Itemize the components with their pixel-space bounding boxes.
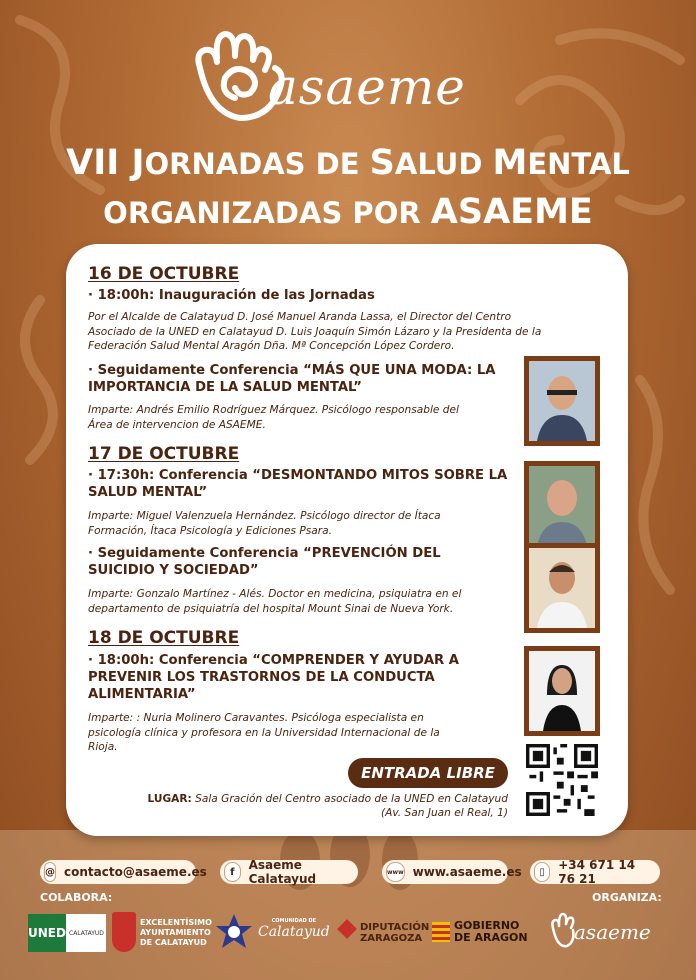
day3-date: 18 DE OCTUBRE (88, 628, 240, 648)
speaker-photo-gonzalo (524, 543, 600, 633)
phone-contact[interactable]: ▯ +34 671 14 76 21 (530, 860, 660, 884)
phone-icon: ▯ (534, 862, 550, 882)
page-title-line2: ORGANIZADAS POR ASAEME (103, 192, 593, 232)
diputacion-logo: DIPUTACIÓN ZARAGOZA (360, 922, 430, 944)
speaker-photo-andres (524, 356, 600, 446)
uned-logo: UNED CALATAYUD (28, 914, 106, 952)
qr-code-icon[interactable] (526, 744, 598, 816)
day3-event1-title: · 18:00h: Conferencia “COMPRENDER Y AYUDAR A PREVENIR LOS TRASTORNOS DE LA CONDUCTA ALIMENTARIA” (88, 653, 459, 702)
day2-date: 17 DE OCTUBRE (88, 444, 240, 464)
calatayud-coat-of-arms-icon (112, 912, 136, 952)
email-icon: @ (44, 862, 56, 882)
comarca-logo: COMUNIDAD DE Calatayud (258, 918, 330, 940)
venue-info: LUGAR: Sala Gración del Centro asociado de la UNED en Calatayud (Av. San Juan el Real, 1) (147, 793, 508, 819)
organiza-label: ORGANIZA: (592, 891, 662, 904)
day2-event1-title: · 17:30h: Conferencia “DESMONTANDO MITOS SOBRE LA SALUD MENTAL” (88, 468, 508, 500)
entrada-libre-badge: ENTRADA LIBRE (348, 758, 508, 788)
asaeme-logo-text: asaeme (268, 58, 466, 116)
email-contact[interactable]: @ contacto@asaeme.es (40, 860, 196, 884)
page-title-line1: VII JORNADAS DE SALUD MENTAL (66, 143, 630, 183)
day1-event1-title: · 18:00h: Inauguración de las Jornadas (88, 288, 375, 303)
facebook-icon: f (224, 862, 241, 882)
star-emblem-icon (214, 912, 254, 952)
speaker-photo-nuria (524, 646, 600, 736)
speaker-photo-miguel (524, 461, 600, 551)
aragon-flag-icon (432, 922, 450, 942)
gobierno-aragon-logo: GOBIERNO DE ARAGON (454, 919, 528, 944)
ayuntamiento-logo-text: EXCELENTÍSIMO AYUNTAMIENTO DE CALATAYUD (140, 918, 212, 947)
organiza-logo-text: asaeme (574, 920, 651, 944)
day3-event1-desc: Imparte: : Nuria Molinero Caravantes. Psicóloga especialista en psicología clínica y profesora en la Universidad Internacional de la Rioja. (88, 712, 440, 753)
day1-event2-desc: Imparte: Andrés Emilio Rodríguez Márquez. Psicólogo responsable del Área de intervencion de ASAEME. (88, 404, 459, 431)
colabora-label: COLABORA: (40, 891, 113, 904)
day1-event1-desc: Por el Alcalde de Calatayud D. José Manuel Aranda Lassa, el Director del Centro Asociado de la UNED en Calatayud D. Luis Joaquín Simón Lázaro y la Presidenta de la Federación Salud Mental Aragón Dña. Mª Concepción López Cordero. (88, 311, 542, 352)
web-contact[interactable]: www www.asaeme.es (382, 860, 508, 884)
day2-event2-title: · Seguidamente Conferencia “PREVENCIÓN DEL SUICIDIO Y SOCIEDAD” (88, 546, 441, 578)
day2-event1-desc: Imparte: Miguel Valenzuela Hernández. Psicólogo director de Ítaca Formación, Ítaca Psicología y Ediciones Psara. (88, 510, 441, 537)
web-icon: www (386, 862, 405, 882)
facebook-contact[interactable]: f Asaeme Calatayud (220, 860, 358, 884)
day1-date: 16 DE OCTUBRE (88, 264, 240, 284)
day2-event2-desc: Imparte: Gonzalo Martínez - Alés. Doctor en medicina, psiquiatra en el departamento de psiquiatría del hospital Mount Sinai de Nueva York. (88, 588, 462, 615)
day1-event2-title: · Seguidamente Conferencia “MÁS QUE UNA MODA: LA IMPORTANCIA DE LA SALUD MENTAL” (88, 363, 496, 395)
